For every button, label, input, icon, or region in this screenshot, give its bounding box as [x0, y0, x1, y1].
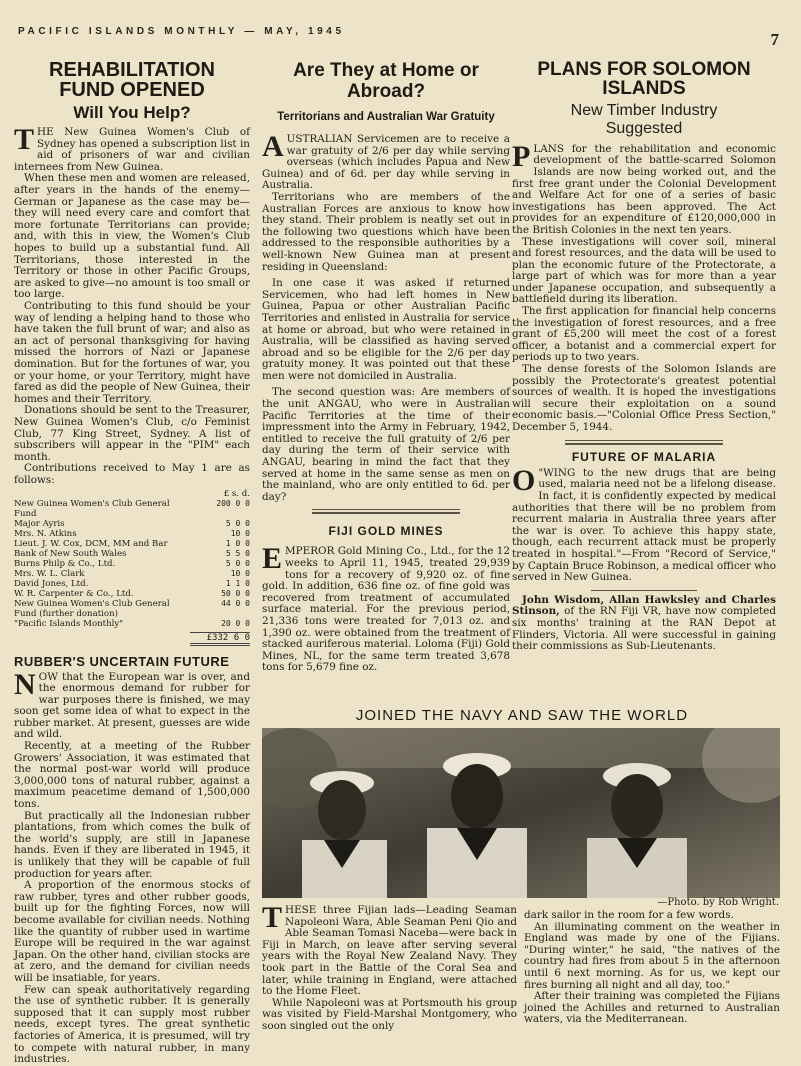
- contribution-row: [14, 539, 250, 549]
- column-left: [14, 60, 250, 1066]
- divider-rule: [312, 509, 461, 510]
- home-para-3: In one case it was asked if returned Servicemen, who had left homes in New Guinea, Papua or other Australian Pacific Territories and enlisted in Australia for service at home or abroad, but who were retained in Australia, will be classified as having served abroad and so be eligible for the 2/6 per day gratuity money. It was pointed out that these men were not domiciled in Australia.: [262, 277, 510, 382]
- contributor-name: Major Ayris: [14, 518, 65, 529]
- rehab-article: [14, 60, 250, 646]
- contribution-amount: 1 0 0: [225, 538, 250, 548]
- contributor-name: New Guinea Women's Club General Fund (further donation): [14, 598, 170, 619]
- contrib-total: £332 6 0: [190, 632, 250, 646]
- contribution-row: [14, 549, 250, 559]
- navy-heading: JOINED THE NAVY AND SAW THE WORLD: [355, 707, 689, 724]
- contributor-name: "Pacific Islands Monthly": [14, 618, 124, 629]
- solomon-article: [512, 60, 776, 434]
- navy-article-left: [262, 901, 517, 1033]
- contribution-row: [14, 559, 250, 569]
- solomon-para-1: [512, 139, 776, 237]
- home-title: Are They at Home or Abroad?: [293, 60, 479, 102]
- malaria-para-1-text: "WING to the new drugs that are being used, malaria need not be a lifelong disease. In fact, it is confidently expected by medical authorities that there will be no problem from recurrent malaria in Australia three years after the war is over. To achieve this happy state, though, each recurrent attack must be properly treated in hospital."—From "Record of Service," by Captain Bruce Robinson, a medical officer who served in New Guinea.: [512, 466, 776, 584]
- rubber-para-4: A proportion of the enormous stocks of raw rubber, tyres and other rubber goods, built up for the fighting Forces, now will become available for civilian needs. Nothing like the quantity of rubber used in wartime Europe will be required in the war against Japan. On the other hand, civilian stocks are at zero, and the demand for civilian needs will be insatiable, for years.: [14, 879, 250, 984]
- navy-article-right: [524, 910, 780, 1026]
- fijian-sailors-photo: [262, 728, 780, 898]
- contribution-amount: 10 0: [230, 528, 250, 538]
- contribution-row: [14, 569, 250, 579]
- contribution-amount: 1 1 0: [225, 578, 250, 588]
- wisdom-names: John Wisdom, Allan Hawksley and Charles Stinson,: [512, 593, 776, 618]
- contrib-header: £ s. d.: [223, 488, 250, 499]
- rubber-para-1-text: OW that the European war is over, and the enormous demand for rubber for war purposes there is finished, we may soon get some idea of what to expect in the rubber market. At present, guesses are wide and wild.: [14, 670, 250, 741]
- malaria-title: FUTURE OF MALARIA: [571, 449, 717, 464]
- column-right: [512, 60, 776, 653]
- solomon-dropcap: P: [512, 139, 531, 173]
- solomon-para-4: The dense forests of the Solomon Islands are possibly the Protectorate's greatest potential sources of wealth. It is hoped the investigations will secure their exploitation on a sound economic basis.—"Colonial Office Press Section," December 5, 1944.: [512, 363, 776, 433]
- navy-para-4: An illuminating comment on the weather in England was made by one of the Fijians. "During winter," he said, "the natives of the country had fires from about 5 in the afternoon until 6 next morning. As for us, we kept our fires burning all night and all day, too.": [524, 920, 780, 991]
- rehab-para-1: [14, 123, 250, 173]
- wisdom-text: of the RN Fiji VR, have now completed six months' training at the RAN Depot at Flinders, Victoria. All were successful in gaining their commissions as Sub-Lieutenants.: [512, 605, 776, 653]
- contribution-row: [14, 529, 250, 539]
- navy-para-3: dark sailor in the room for a few words.: [524, 909, 734, 921]
- solomon-para-3: The first application for financial help concerns the investigation of forest resources, and a free grant of £5,200 will meet the cost of a forest officer, a botanist and a commercial expert for periods up to two years.: [512, 305, 776, 364]
- home-subtitle: Territorians and Australian War Gratuity: [277, 111, 495, 123]
- solomon-para-1-text: LANS for the rehabilitation and economic development of the battle-scarred Solomon Islands are now being worked out, and the first free grant under the Colonial Development and Welfare Act for one of a series of basic investigations has been approved. The Act provides for an expenditure of £120,000,000 in the British Colonies in the next ten years.: [512, 142, 776, 236]
- contributor-name: Burns Philp & Co., Ltd.: [14, 558, 116, 569]
- home-para-2: Territorians who are members of the Australian Forces are anxious to know how they stand. Their problem is neatly set out in the following two questions which have been addressed to the responsible authorities by a well-known New Guinea man at present residing in Queensland:: [262, 190, 510, 273]
- contribution-row: [14, 579, 250, 589]
- solomon-title-1: PLANS FOR SOLOMON: [537, 59, 751, 80]
- rehab-para-5: Contributions received to May 1 are as follows:: [14, 462, 250, 486]
- contribution-amount: 5 5 0: [225, 548, 250, 558]
- fiji-para-1: [262, 542, 510, 674]
- photo-credit: —Photo. by Rob Wright.: [657, 897, 779, 908]
- navy-para-5: After their training was completed the Fijians joined the Achilles and returned to Australian waters, via the Mediterranean.: [524, 990, 780, 1026]
- contributions-table: [14, 499, 250, 629]
- navy-para-1-text: HESE three Fijian lads—Leading Seaman Napoleoni Wara, Able Seaman Peni Qio and Able Seaman Tomasi Naceba—were back in Fiji in March, on leave after serving several years with the Royal New Zealand Navy. They took part in the Battle of the Coral Sea and later, while training in England, were attached to the Home Fleet.: [262, 904, 517, 998]
- wisdom-para: [512, 595, 776, 653]
- fiji-title: FIJI GOLD MINES: [328, 524, 444, 539]
- rubber-title: RUBBER'S UNCERTAIN FUTURE: [14, 653, 230, 669]
- rubber-para-3: But practically all the Indonesian rubber plantations, from which comes the bulk of the world's supply, are still in Japanese hands. Even if they are liberated in 1945, it is unlikely that they will be capable of full production for years after.: [14, 809, 250, 880]
- contributor-name: Bank of New South Wales: [14, 548, 127, 559]
- contribution-row: [14, 589, 250, 599]
- contribution-amount: 50 0 0: [221, 588, 250, 598]
- contribution-amount: 10 0: [230, 568, 250, 578]
- home-para-4: The second question was: Are members of the unit ANGAU, who were in Australian Pacific Territories at the time of their impressment into the Army in February, 1942, entitled to receive the full gratuity of 2/6 per day during the term of their service with ANGAU, bearing in mind the fact that they served at home in the same sense as men on the mainland, who are only entitled to 6d. per day?: [262, 386, 510, 503]
- malaria-para-1: [512, 463, 776, 584]
- contributor-name: Mrs. N. Atkins: [14, 528, 77, 539]
- contributor-name: New Guinea Women's Club General Fund: [14, 498, 170, 519]
- fiji-article: [262, 524, 510, 674]
- divider-rule-thick: [312, 512, 461, 514]
- rehab-title-2: FUND OPENED: [59, 79, 205, 102]
- rehab-para-2: When these men and women are released, after years in the hands of the enemy—German or Japanese as the case may be—they will need every care and comfort that more fortunate Territorians can provide; and, with this in view, the Women's Club hopes to build up a substantial fund. All Territorians, those interested in the Territory or those in other Pacific Groups, are asked to give—no amount is too small or too large.: [14, 172, 250, 301]
- home-article: [262, 60, 510, 503]
- rehab-title-1: REHABILITATION: [49, 59, 215, 81]
- contributor-name: David Jones, Ltd.: [14, 578, 89, 589]
- solomon-subtitle-1: New Timber Industry: [570, 101, 718, 119]
- divider-rule-thick: [565, 443, 723, 445]
- home-para-1-text: USTRALIAN Servicemen are to receive a war gratuity of 2/6 per day while serving overseas (which includes Papua and New Guinea) and of 6d. per day while serving in Australia.: [262, 133, 510, 192]
- contribution-amount: 200 0 0: [216, 498, 250, 508]
- home-dropcap: A: [262, 130, 284, 163]
- rubber-para-5: Few can speak authoritatively regarding the use of synthetic rubber. It is generally supposed that it can supply most rubber needs, except tyres. The great synthetic factories of America, it is presumed, will try to compete with natural rubber, in many industries.: [14, 983, 250, 1066]
- navy-para-1: [262, 901, 517, 998]
- solomon-subtitle-2: Suggested: [605, 119, 683, 137]
- column-middle: [262, 60, 510, 674]
- rehab-dropcap: T: [14, 123, 35, 157]
- contribution-row: [14, 599, 250, 619]
- malaria-dropcap: O: [512, 463, 536, 497]
- solomon-title-2: ISLANDS: [602, 78, 686, 100]
- page-number: 7: [770, 30, 779, 49]
- contribution-amount: 5 0 0: [225, 518, 250, 528]
- contributor-name: Mrs. W. L. Clark: [14, 568, 85, 579]
- contribution-row: [14, 519, 250, 529]
- contribution-amount: 44 0 0: [221, 598, 250, 608]
- contribution-row: [14, 619, 250, 629]
- rehab-para-1-text: HE New Guinea Women's Club of Sydney has opened a subscription list in aid of prisoners of war and civilian internees from New Guinea.: [14, 126, 250, 173]
- rehab-para-3: Contributing to this fund should be your way of lending a helping hand to those who have taken the full brunt of war; and also as an act of personal thanksgiving for having missed the horrors of Nazi or Japanese domination. But for the fortunes of war, you or your home, or your Territory, might have fared as did the people of New Guinea, their homes and their Territory.: [14, 300, 250, 405]
- malaria-article: [512, 451, 776, 584]
- divider-rule-short: [591, 590, 697, 591]
- rehab-subtitle: Will You Help?: [73, 102, 191, 122]
- fiji-dropcap: E: [262, 542, 283, 576]
- solomon-para-2: These investigations will cover soil, mineral and forest resources, and the data will be used to plan the economic future of the Protectorate, a large part of which was for more than a year under Japanese occupation, and subsequently a battlefield during its liberation.: [512, 235, 776, 306]
- rehab-para-4: Donations should be sent to the Treasurer, New Guinea Women's Club, c/o Feminist Club, 77 King Street, Sydney. A list of subscribers will appear in the "PIM" each month.: [14, 404, 250, 463]
- divider-rule: [565, 440, 723, 441]
- rubber-article: [14, 654, 250, 1066]
- contributor-name: Lieut. J. W. Cox, DCM, MM and Bar: [14, 538, 168, 549]
- fiji-para-1-text: MPEROR Gold Mining Co., Ltd., for the 12 weeks to April 11, 1945, treated 29,939 tons for a recovery of 9,920 oz. of fine gold. In addition, 636 fine oz. of fine gold was recovered from treatment of accumulated surface material. For the previous period, 21,336 tons were treated for 7,013 oz. and 1,390 oz. were obtained from the treatment of stacked auriferous material. Loloma (Fiji) Gold Mines, NL, for the same term treated 3,678 tons for 5,679 fine oz.: [262, 545, 510, 674]
- navy-para-2: While Napoleoni was at Portsmouth his group was visited by Field-Marshal Montgomery, who soon singled out the only: [262, 996, 517, 1032]
- running-head: PACIFIC ISLANDS MONTHLY — MAY, 1945: [18, 26, 345, 37]
- home-para-1: [262, 130, 510, 192]
- rubber-para-2: Recently, at a meeting of the Rubber Growers' Association, it was estimated that the normal post-war world will produce 3,000,000 tons of natural rubber, against a maximum peacetime demand of 1,500,000 tons.: [14, 740, 250, 811]
- rubber-para-1: [14, 667, 250, 742]
- rubber-dropcap: N: [14, 667, 36, 701]
- navy-dropcap: T: [262, 901, 283, 934]
- contribution-row: [14, 499, 250, 519]
- contribution-amount: 20 0 0: [221, 618, 250, 628]
- contribution-amount: 5 0 0: [225, 558, 250, 568]
- contributor-name: W. R. Carpenter & Co., Ltd.: [14, 588, 134, 599]
